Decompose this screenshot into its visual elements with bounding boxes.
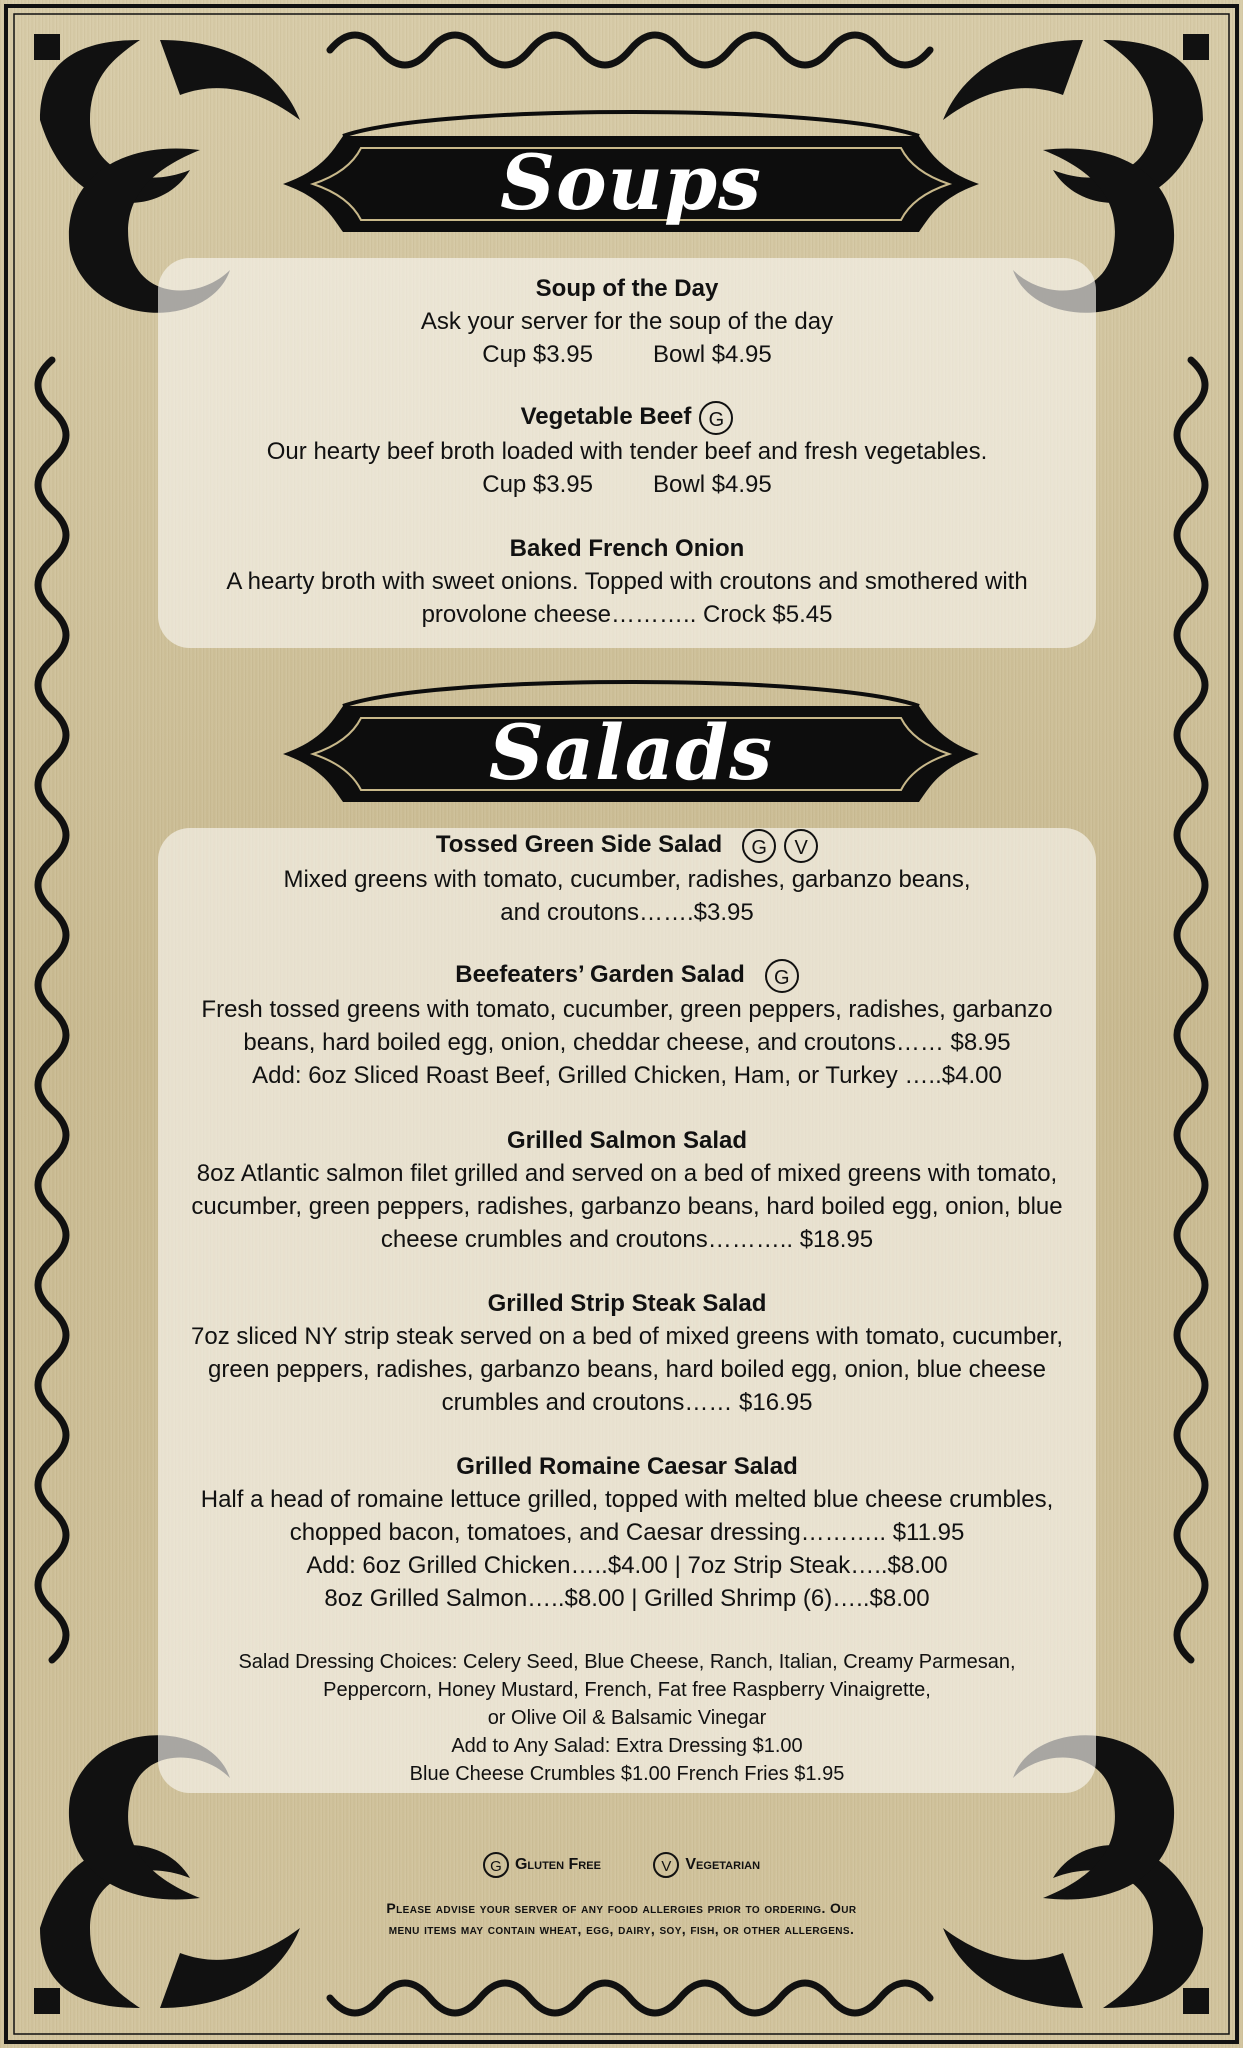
item-name: Vegetable Beef <box>520 403 692 430</box>
diet-legend <box>0 1852 1243 1878</box>
dressing-notes <box>158 1648 1096 1788</box>
item-addon: Add: 6oz Grilled Chicken…..$4.00 | 7oz Strip Steak…..$8.00 <box>306 1552 948 1579</box>
item-addon: Add: 6oz Sliced Roast Beef, Grilled Chicken, Ham, or Turkey …..$4.00 <box>252 1061 1002 1089</box>
item-name: Beefeaters’ Garden Salad <box>455 961 745 988</box>
soup-of-the-day <box>158 272 1096 371</box>
item-description: Our hearty beef broth loaded with tender beef and fresh vegetables. <box>266 437 988 465</box>
allergy-line: menu items may contain wheat, egg, dairy, soy, fish, or other allergens. <box>388 1921 855 1937</box>
item-description: 7oz sliced NY strip steak served on a bed of mixed greens with tomato, cucumber, <box>191 1323 1063 1350</box>
gluten-free-badge: G <box>699 401 733 435</box>
tossed-green-side-salad <box>158 828 1096 929</box>
soups-banner <box>283 110 979 258</box>
allergy-notice <box>0 1898 1243 1940</box>
baked-french-onion <box>158 532 1096 631</box>
dressing-line: Peppercorn, Honey Mustard, French, Fat free Raspberry Vinaigrette, <box>323 1679 931 1701</box>
item-description: Half a head of romaine lettuce grilled, topped with melted blue cheese crumbles, <box>200 1486 1054 1513</box>
item-name: Grilled Strip Steak Salad <box>487 1290 767 1317</box>
item-name: Grilled Salmon Salad <box>506 1127 748 1154</box>
item-name: Soup of the Day <box>535 275 719 302</box>
vegetarian-label: Vegetarian <box>685 1856 761 1873</box>
item-description: green peppers, radishes, garbanzo beans, hard boiled egg, onion, blue cheese <box>208 1356 1046 1383</box>
gluten-free-badge: G <box>765 959 799 993</box>
vegetarian-badge: V <box>653 1852 679 1878</box>
gluten-free-badge: G <box>742 829 776 863</box>
salads-title: Salads <box>488 708 774 797</box>
gluten-free-label: Gluten Free <box>514 1856 601 1873</box>
item-description: 8oz Atlantic salmon filet grilled and served on a bed of mixed greens with tomato, <box>196 1160 1058 1187</box>
item-description: Mixed greens with tomato, cucumber, radishes, garbanzo beans, <box>283 865 971 893</box>
item-description: cheese crumbles and croutons……….. $18.95 <box>380 1226 874 1253</box>
bowl-price: Bowl $4.95 <box>653 470 772 498</box>
cup-price: Cup $3.95 <box>482 341 593 368</box>
item-description: cucumber, green peppers, radishes, garbanzo beans, hard boiled egg, onion, blue <box>191 1193 1063 1220</box>
item-prices <box>158 338 1096 371</box>
item-description: provolone cheese……….. Crock $5.45 <box>421 601 833 628</box>
allergy-line: Please advise your server of any food allergies prior to ordering. Our <box>386 1900 857 1916</box>
cup-price: Cup $3.95 <box>482 470 593 498</box>
soups-title: Soups <box>500 138 762 227</box>
item-name: Tossed Green Side Salad <box>435 831 723 858</box>
grilled-salmon-salad <box>158 1124 1096 1256</box>
beefeaters-garden-salad <box>158 958 1096 1092</box>
vegetable-beef <box>158 400 1096 501</box>
item-description: beans, hard boiled egg, onion, cheddar cheese, and croutons…… $8.95 <box>243 1028 1011 1056</box>
item-name: Grilled Romaine Caesar Salad <box>456 1453 798 1480</box>
vegetarian-badge: V <box>784 829 818 863</box>
dressing-line: or Olive Oil & Balsamic Vinegar <box>487 1707 767 1729</box>
grilled-strip-steak-salad <box>158 1287 1096 1419</box>
grilled-romaine-caesar-salad <box>158 1450 1096 1615</box>
bowl-price: Bowl $4.95 <box>653 341 772 368</box>
extras-line: Blue Cheese Crumbles $1.00 French Fries $1.95 <box>409 1763 845 1785</box>
item-description: chopped bacon, tomatoes, and Caesar dressing……….. $11.95 <box>289 1519 965 1546</box>
item-description: Ask your server for the soup of the day <box>420 308 834 335</box>
gluten-free-badge: G <box>483 1852 509 1878</box>
item-description: and croutons…….$3.95 <box>500 898 754 926</box>
dressing-line: Salad Dressing Choices: Celery Seed, Blue Cheese, Ranch, Italian, Creamy Parmesan, <box>238 1651 1016 1673</box>
item-description: crumbles and croutons…… $16.95 <box>441 1389 813 1416</box>
extras-line: Add to Any Salad: Extra Dressing $1.00 <box>451 1735 803 1757</box>
item-prices <box>158 468 1096 501</box>
item-description: Fresh tossed greens with tomato, cucumber, green peppers, radishes, garbanzo <box>201 995 1053 1023</box>
salads-banner <box>283 680 979 828</box>
item-addon: 8oz Grilled Salmon…..$8.00 | Grilled Shrimp (6)…..$8.00 <box>324 1585 930 1612</box>
item-description: A hearty broth with sweet onions. Topped with croutons and smothered with <box>226 568 1028 595</box>
item-name: Baked French Onion <box>509 535 745 562</box>
